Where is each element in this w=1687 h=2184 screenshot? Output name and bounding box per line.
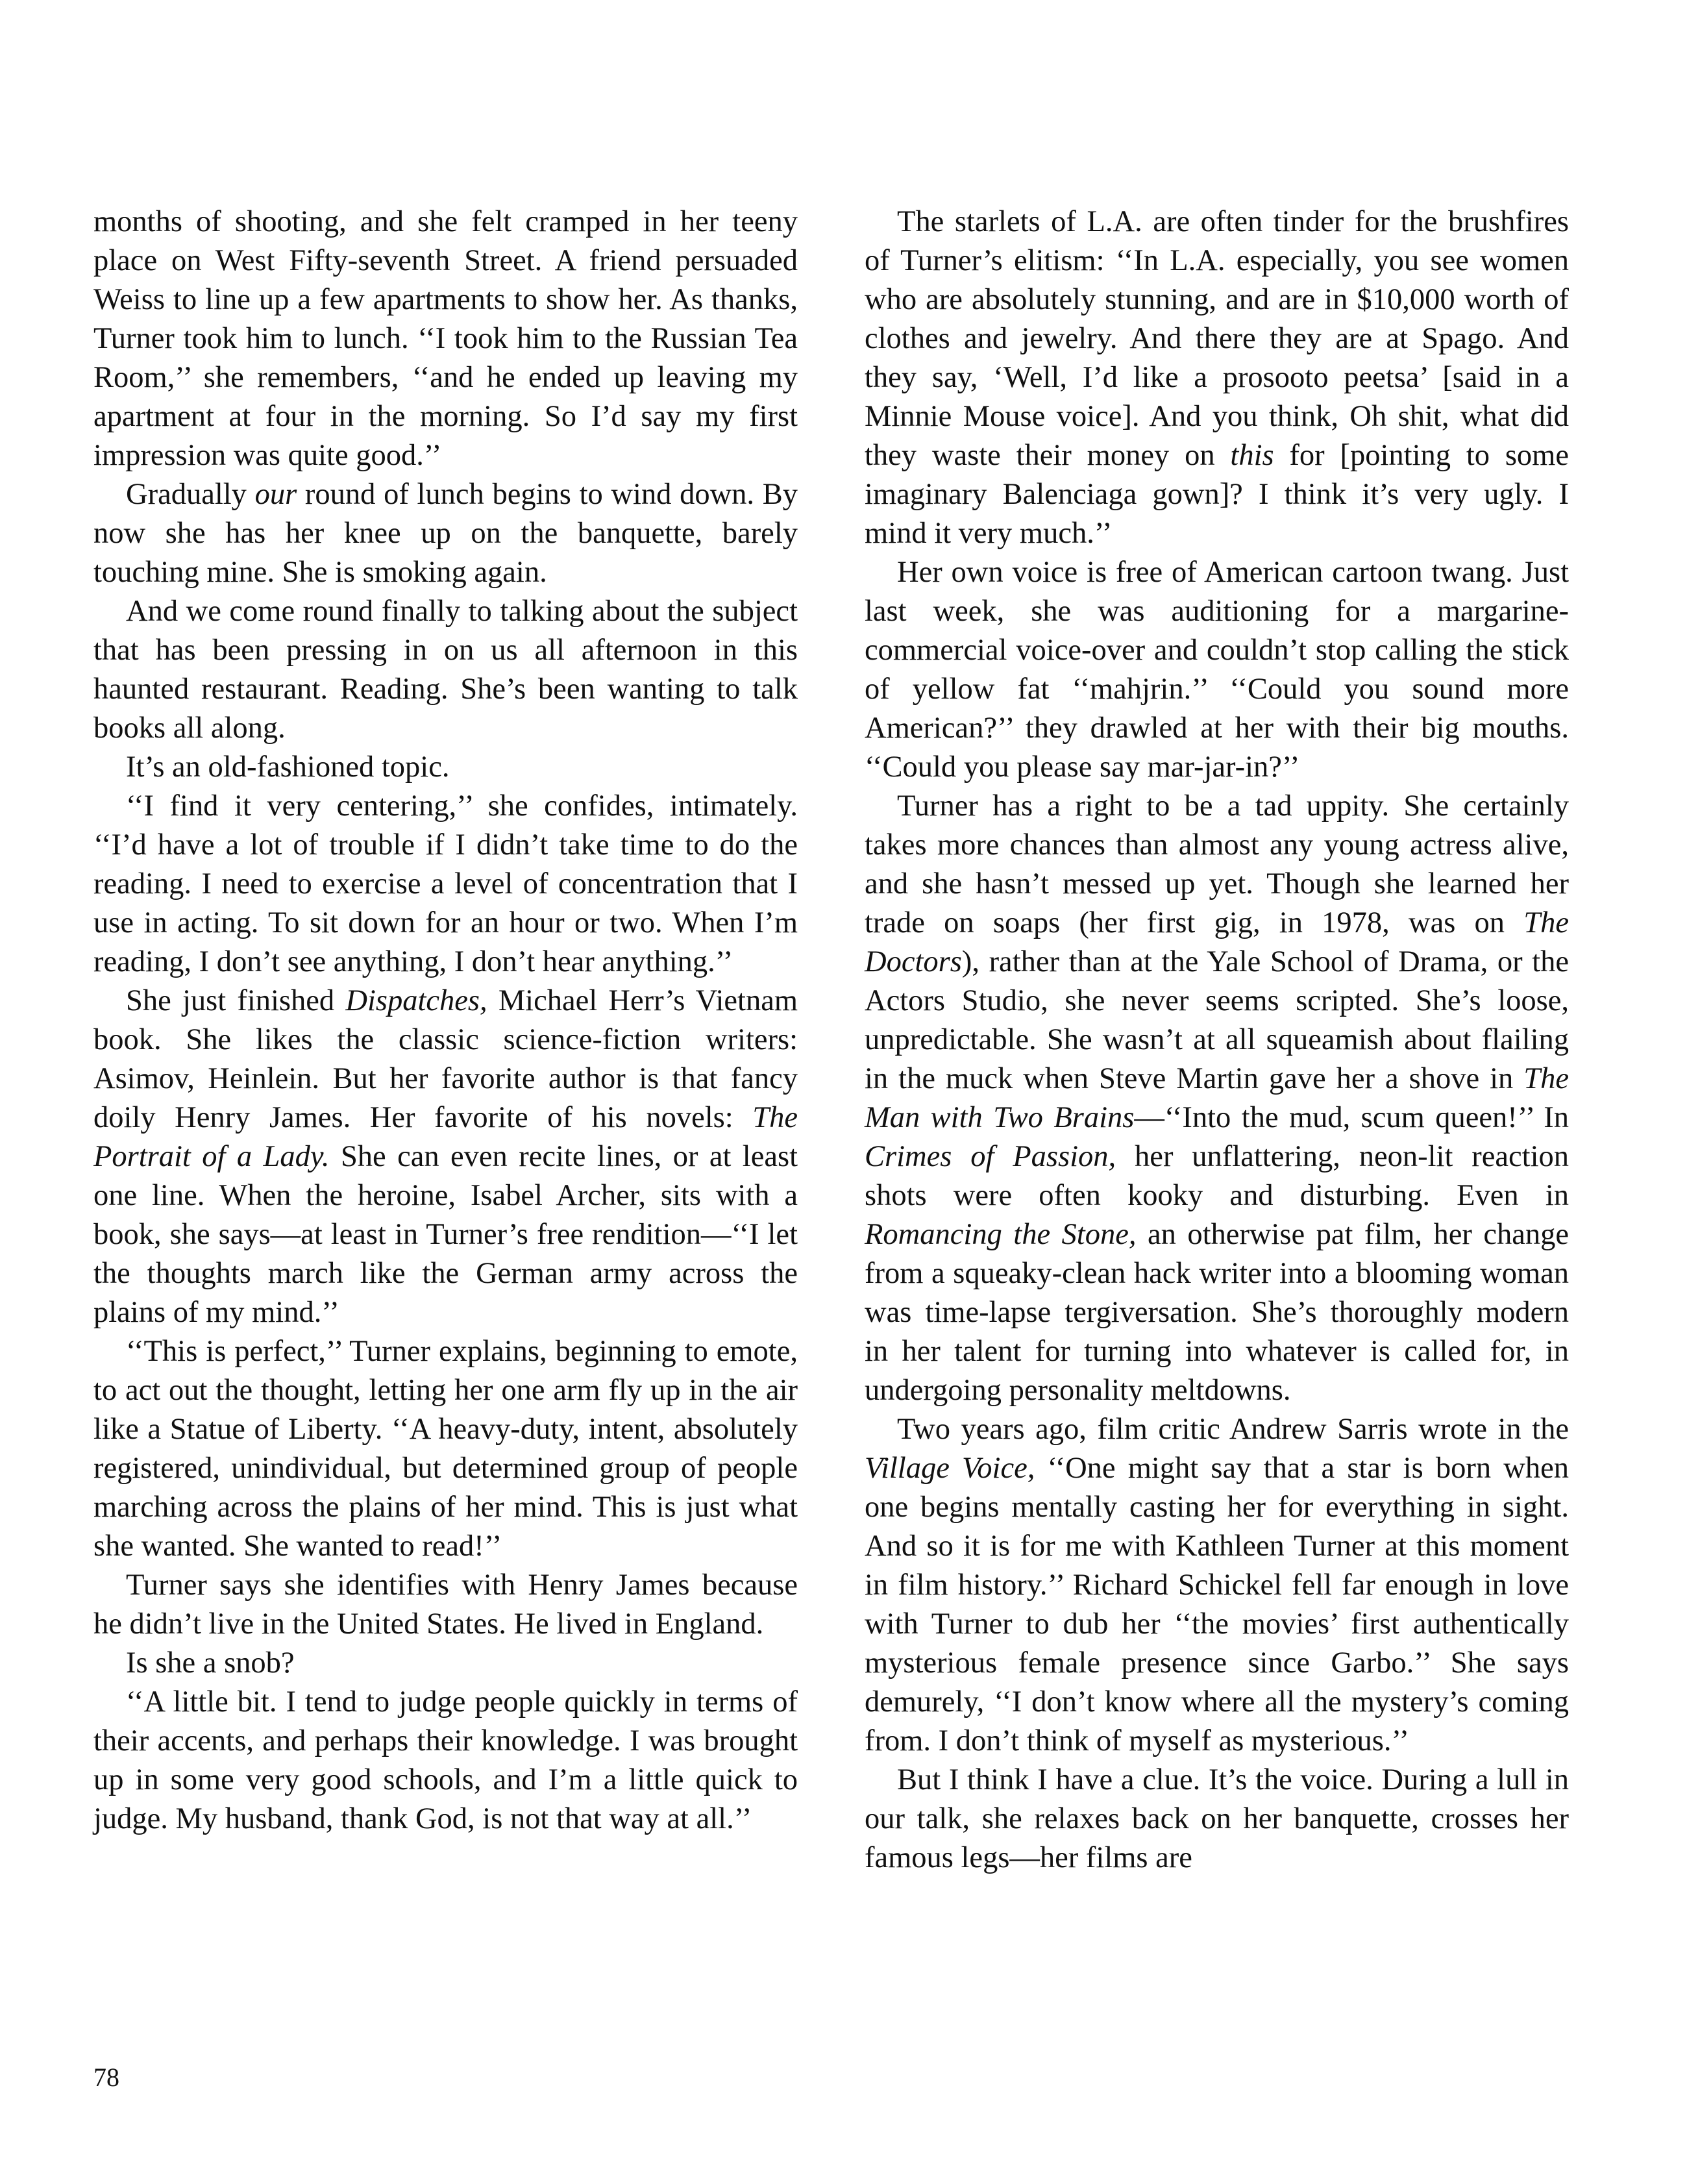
text-run: Turner has a right to be a tad uppity. She certainly takes more chances than almost any young actress alive, and she hasn’t messed up yet. Though she learned her trade on soaps (her first gig, in 1978, was on: [865, 789, 1569, 939]
text-run: months of shooting, and she felt cramped in her teeny place on West Fifty-seventh Street. A friend persuaded Weiss to line up a few apartments to show her. As thanks, Turner took him to lunch. ‘‘I took him to the Russian Tea Room,’’ she remembers, ‘‘and he ended up leaving my apartment at four in the morning. So I’d say my first impression was quite good.’’: [93, 205, 798, 472]
paragraph: [865, 553, 1569, 787]
paragraph: [865, 1410, 1569, 1761]
text-run: She just finished: [126, 984, 346, 1017]
text-run: But I think I have a clue. It’s the voice. During a lull in our talk, she relaxes back on her banquette, crosses her famous legs—her films are: [865, 1763, 1569, 1874]
text-run: She can even recite lines, or at least one line. When the heroine, Isabel Archer, sits with a book, she says—at least in Turner’s free rendition—‘‘I let the thoughts march like the German army across the plains of my mind.’’: [93, 1140, 798, 1329]
paragraph: [93, 203, 798, 475]
text-run: It’s an old-fashioned topic.: [126, 751, 450, 784]
italic-text: The Doctors: [865, 906, 1569, 978]
italic-text: Village Voice,: [865, 1452, 1035, 1485]
text-run: Gradually: [126, 478, 255, 511]
text-run: Turner says she identifies with Henry James because he didn’t live in the United States. He lived in England.: [93, 1569, 798, 1641]
text-run: ), rather than at the Yale School of Drama, or the Actors Studio, she never seems scripted. She’s loose, unpredictable. She wasn’t at all squeamish about flailing in the muck when Steve Martin gave her a shove in: [865, 945, 1569, 1095]
paragraph: [93, 475, 798, 592]
italic-text: The Man with Two Brains: [865, 1062, 1569, 1134]
text-run: —‘‘Into the mud, scum queen!’’ In: [1134, 1101, 1570, 1134]
text-run: Michael Herr’s Vietnam book. She likes the classic science-fiction writers: Asimov, Heinlein. But her favorite author is that fancy doily Henry James. Her favorite of his novels:: [93, 984, 798, 1134]
paragraph: [93, 1566, 798, 1644]
text-run: Two years ago, film critic Andrew Sarris wrote in the: [897, 1413, 1569, 1446]
italic-text: Crimes of Passion,: [865, 1140, 1116, 1173]
text-run: Her own voice is free of American cartoon twang. Just last week, she was auditioning for a margarine-commercial voice-over and couldn’t stop calling the stick of yellow fat ‘‘mahjrin.’’ ‘‘Could you sound more American?’’ they drawled at her with their big mouths. ‘‘Could you please say mar-jar-in?’’: [865, 556, 1569, 784]
paragraph: [93, 982, 798, 1332]
text-run: Is she a snob?: [126, 1646, 295, 1680]
paragraph: [93, 1683, 798, 1839]
paragraph: [93, 592, 798, 748]
paragraph: [865, 787, 1569, 1410]
paragraph: [93, 1644, 798, 1683]
text-run: an otherwise pat film, her change from a squeaky-clean hack writer into a blooming woman was time-lapse tergiversation. She’s thoroughly modern in her talent for turning into whatever is called for, in undergoing personality meltdowns.: [865, 1218, 1569, 1407]
left-column: [93, 203, 798, 1839]
right-column: [865, 203, 1569, 1878]
paragraph: [93, 748, 798, 787]
text-run: ‘‘This is perfect,’’ Turner explains, beginning to emote, to act out the thought, letting her one arm fly up in the air like a Statue of Liberty. ‘‘A heavy-duty, intent, absolutely registered, unindividual, but determined group of people marching across the plains of her mind. This is just what she wanted. She wanted to read!’’: [93, 1335, 798, 1563]
italic-text: The Portrait of a Lady.: [93, 1101, 798, 1173]
text-run: for [pointing to some imaginary Balenciaga gown]? I think it’s very ugly. I mind it very much.’’: [865, 439, 1569, 550]
text-run: ‘‘A little bit. I tend to judge people quickly in terms of their accents, and perhaps their knowledge. I was brought up in some very good schools, and I’m a little quick to judge. My husband, thank God, is not that way at all.’’: [93, 1685, 798, 1835]
page-number: 78: [93, 2063, 119, 2092]
italic-text: this: [1230, 439, 1274, 472]
text-run: The starlets of L.A. are often tinder for the brushfires of Turner’s elitism: ‘‘In L.A. especially, you see women who are absolutely stunning, and are in $10,000 worth of clothes and jewelry. And there they are at Spago. And they say, ‘Well, I’d like a prosooto peetsa’ [said in a Minnie Mouse voice]. And you think, Oh shit, what did they waste their money on: [865, 205, 1569, 472]
paragraph: [865, 203, 1569, 553]
text-run: ‘‘One might say that a star is born when one begins mentally casting her for everything in sight. And so it is for me with Kathleen Turner at this moment in film history.’’ Richard Schickel fell far enough in love with Turner to dub her ‘‘the movies’ first authentically mysterious female presence since Garbo.’’ She says demurely, ‘‘I don’t know where all the mystery’s coming from. I don’t think of myself as mysterious.’’: [865, 1452, 1569, 1757]
italic-text: our: [254, 478, 297, 511]
paragraph: [93, 787, 798, 982]
text-run: And we come round finally to talking about the subject that has been pressing in on us all afternoon in this haunted restaurant. Reading. She’s been wanting to talk books all along.: [93, 595, 798, 745]
paragraph: [865, 1761, 1569, 1878]
paragraph: [93, 1332, 798, 1566]
text-run: round of lunch begins to wind down. By now she has her knee up on the banquette, barely touching mine. She is smoking again.: [93, 478, 798, 589]
italic-text: Romancing the Stone,: [865, 1218, 1137, 1251]
italic-text: Dispatches,: [345, 984, 487, 1017]
text-run: her unflattering, neon-lit reaction shots were often kooky and disturbing. Even in: [865, 1140, 1569, 1212]
text-run: ‘‘I find it very centering,’’ she confides, intimately. ‘‘I’d have a lot of trouble if I didn’t take time to do the reading. I need to exercise a level of concentration that I use in acting. To sit down for an hour or two. When I’m reading, I don’t see anything, I don’t hear anything.’’: [93, 789, 798, 978]
